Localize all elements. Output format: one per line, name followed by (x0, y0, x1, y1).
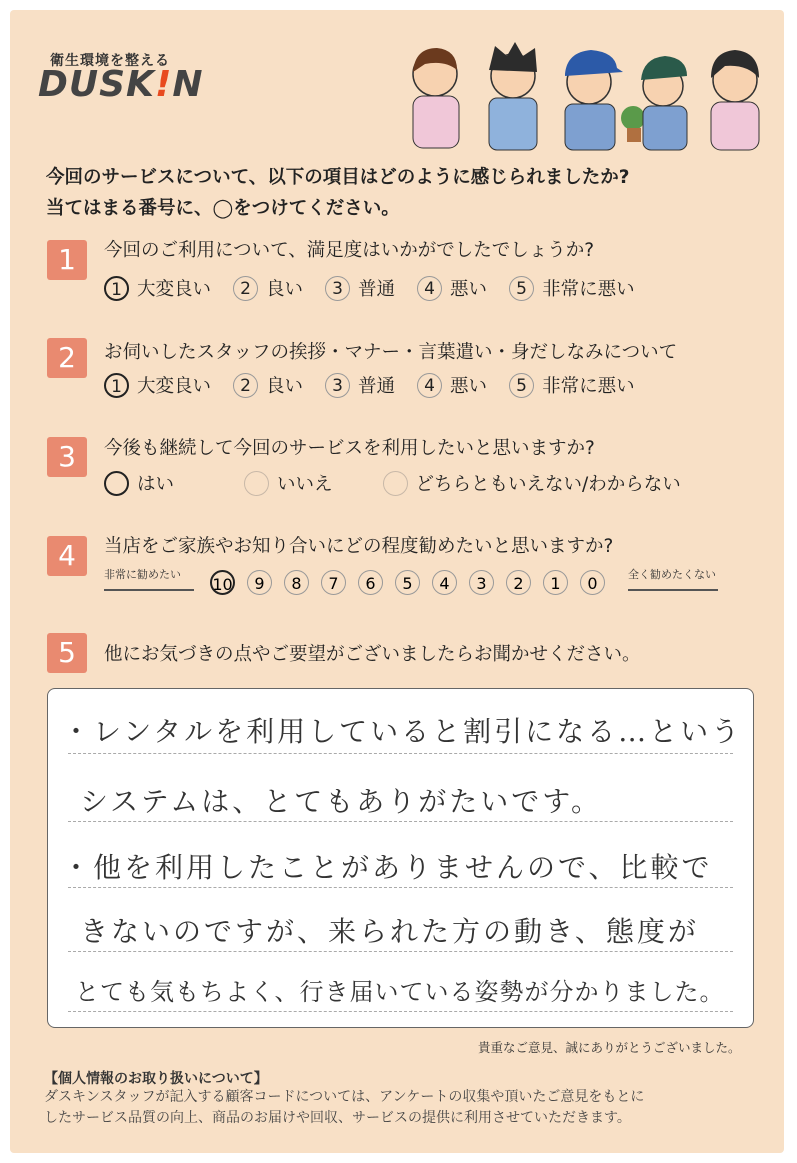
staff-figure-1 (413, 48, 459, 148)
memo-line (68, 951, 733, 952)
memo-line (68, 887, 733, 888)
q2-option-2[interactable]: 2 良い (233, 372, 303, 398)
comment-line-1: ・レンタルを利用していると割引になる…という (62, 715, 743, 748)
question-2-text: お伺いしたスタッフの挨拶・マナー・言葉遣い・身だしなみについて (104, 342, 678, 363)
brand-tagline: 衛生環境を整える (50, 53, 170, 69)
question-3-number: 3 (47, 437, 87, 477)
scale-8[interactable]: 8 (284, 570, 309, 595)
scale-6[interactable]: 6 (358, 570, 383, 595)
staff-figure-5 (711, 50, 759, 150)
memo-line (68, 753, 733, 754)
privacy-title: 【個人情報のお取り扱いについて】 (44, 1071, 268, 1087)
scale-2[interactable]: 2 (506, 570, 531, 595)
comment-line-3: ・他を利用したことがありませんので、比較で (62, 851, 713, 884)
comment-line-4: きないのですが、来られた方の動き、態度が (80, 915, 699, 948)
scale-right-arrow (628, 589, 718, 591)
scale-1[interactable]: 1 (543, 570, 568, 595)
scale-7[interactable]: 7 (321, 570, 346, 595)
q2-option-4[interactable]: 4 悪い (417, 372, 487, 398)
scale-5[interactable]: 5 (395, 570, 420, 595)
q1-option-4[interactable]: 4 悪い (417, 275, 487, 301)
question-3-text: 今後も継続して今回のサービスを利用したいと思いますか? (104, 438, 595, 459)
q2-option-3[interactable]: 3 普通 (325, 372, 395, 398)
recommend-scale (210, 570, 617, 595)
scale-left-arrow (104, 589, 194, 591)
intro-line-2: 当てはまる番号に、◯をつけてください。 (46, 198, 400, 219)
duskin-logo: DUSK!N (38, 64, 204, 105)
question-1-text: 今回のご利用について、満足度はいかがでしたでしょうか? (104, 240, 595, 261)
staff-figure-2 (489, 42, 537, 150)
q1-option-3[interactable]: 3 普通 (325, 275, 395, 301)
thanks-note: 貴重なご意見、誠にありがとうございました。 (478, 1040, 741, 1055)
question-5-number: 5 (47, 633, 87, 673)
scale-10[interactable]: 10 (210, 570, 235, 595)
q1-option-2[interactable]: 2 良い (233, 275, 303, 301)
staff-illustration (395, 34, 785, 154)
scale-9[interactable]: 9 (247, 570, 272, 595)
memo-line (68, 1011, 733, 1012)
memo-line (68, 821, 733, 822)
question-2-number: 2 (47, 338, 87, 378)
question-2-options (104, 372, 657, 398)
scale-right-label: 全く勧めたくない (628, 568, 716, 581)
staff-figure-4 (621, 56, 687, 150)
q3-option-no[interactable]: いいえ (244, 470, 333, 496)
question-4-number: 4 (47, 536, 87, 576)
scale-0[interactable]: 0 (580, 570, 605, 595)
scale-left-label: 非常に勧めたい (104, 568, 181, 581)
scale-3[interactable]: 3 (469, 570, 494, 595)
scale-4[interactable]: 4 (432, 570, 457, 595)
question-4-text: 当店をご家族やお知り合いにどの程度勧めたいと思いますか? (104, 536, 614, 557)
intro-line-1: 今回のサービスについて、以下の項目はどのように感じられましたか? (46, 167, 630, 188)
q3-option-yes[interactable]: はい (104, 470, 174, 496)
survey-intro (46, 162, 630, 224)
staff-figure-3 (565, 50, 623, 150)
comment-line-5: とても気もちよく、行き届いている姿勢が分かりました。 (75, 978, 725, 1006)
privacy-text: ダスキンスタッフが記入する顧客コードについては、アンケートの収集や頂いたご意見をもとに したサービス品質の向上、商品のお届けや回収、サービスの提供に利用させていただきます。 (44, 1089, 645, 1126)
q1-option-5[interactable]: 5 非常に悪い (509, 275, 635, 301)
q2-option-1[interactable]: 1 大変良い (104, 372, 211, 398)
question-1-number: 1 (47, 240, 87, 280)
q3-option-unsure[interactable]: どちらともいえない/わからない (383, 470, 681, 496)
question-1-options (104, 275, 657, 301)
q2-option-5[interactable]: 5 非常に悪い (509, 372, 635, 398)
question-3-options (104, 470, 703, 496)
q1-option-1[interactable]: 1 大変良い (104, 275, 211, 301)
comment-line-2: システムは、とてもありがたいです。 (80, 785, 602, 818)
question-5-text: 他にお気づきの点やご要望がございましたらお聞かせください。 (104, 644, 641, 665)
